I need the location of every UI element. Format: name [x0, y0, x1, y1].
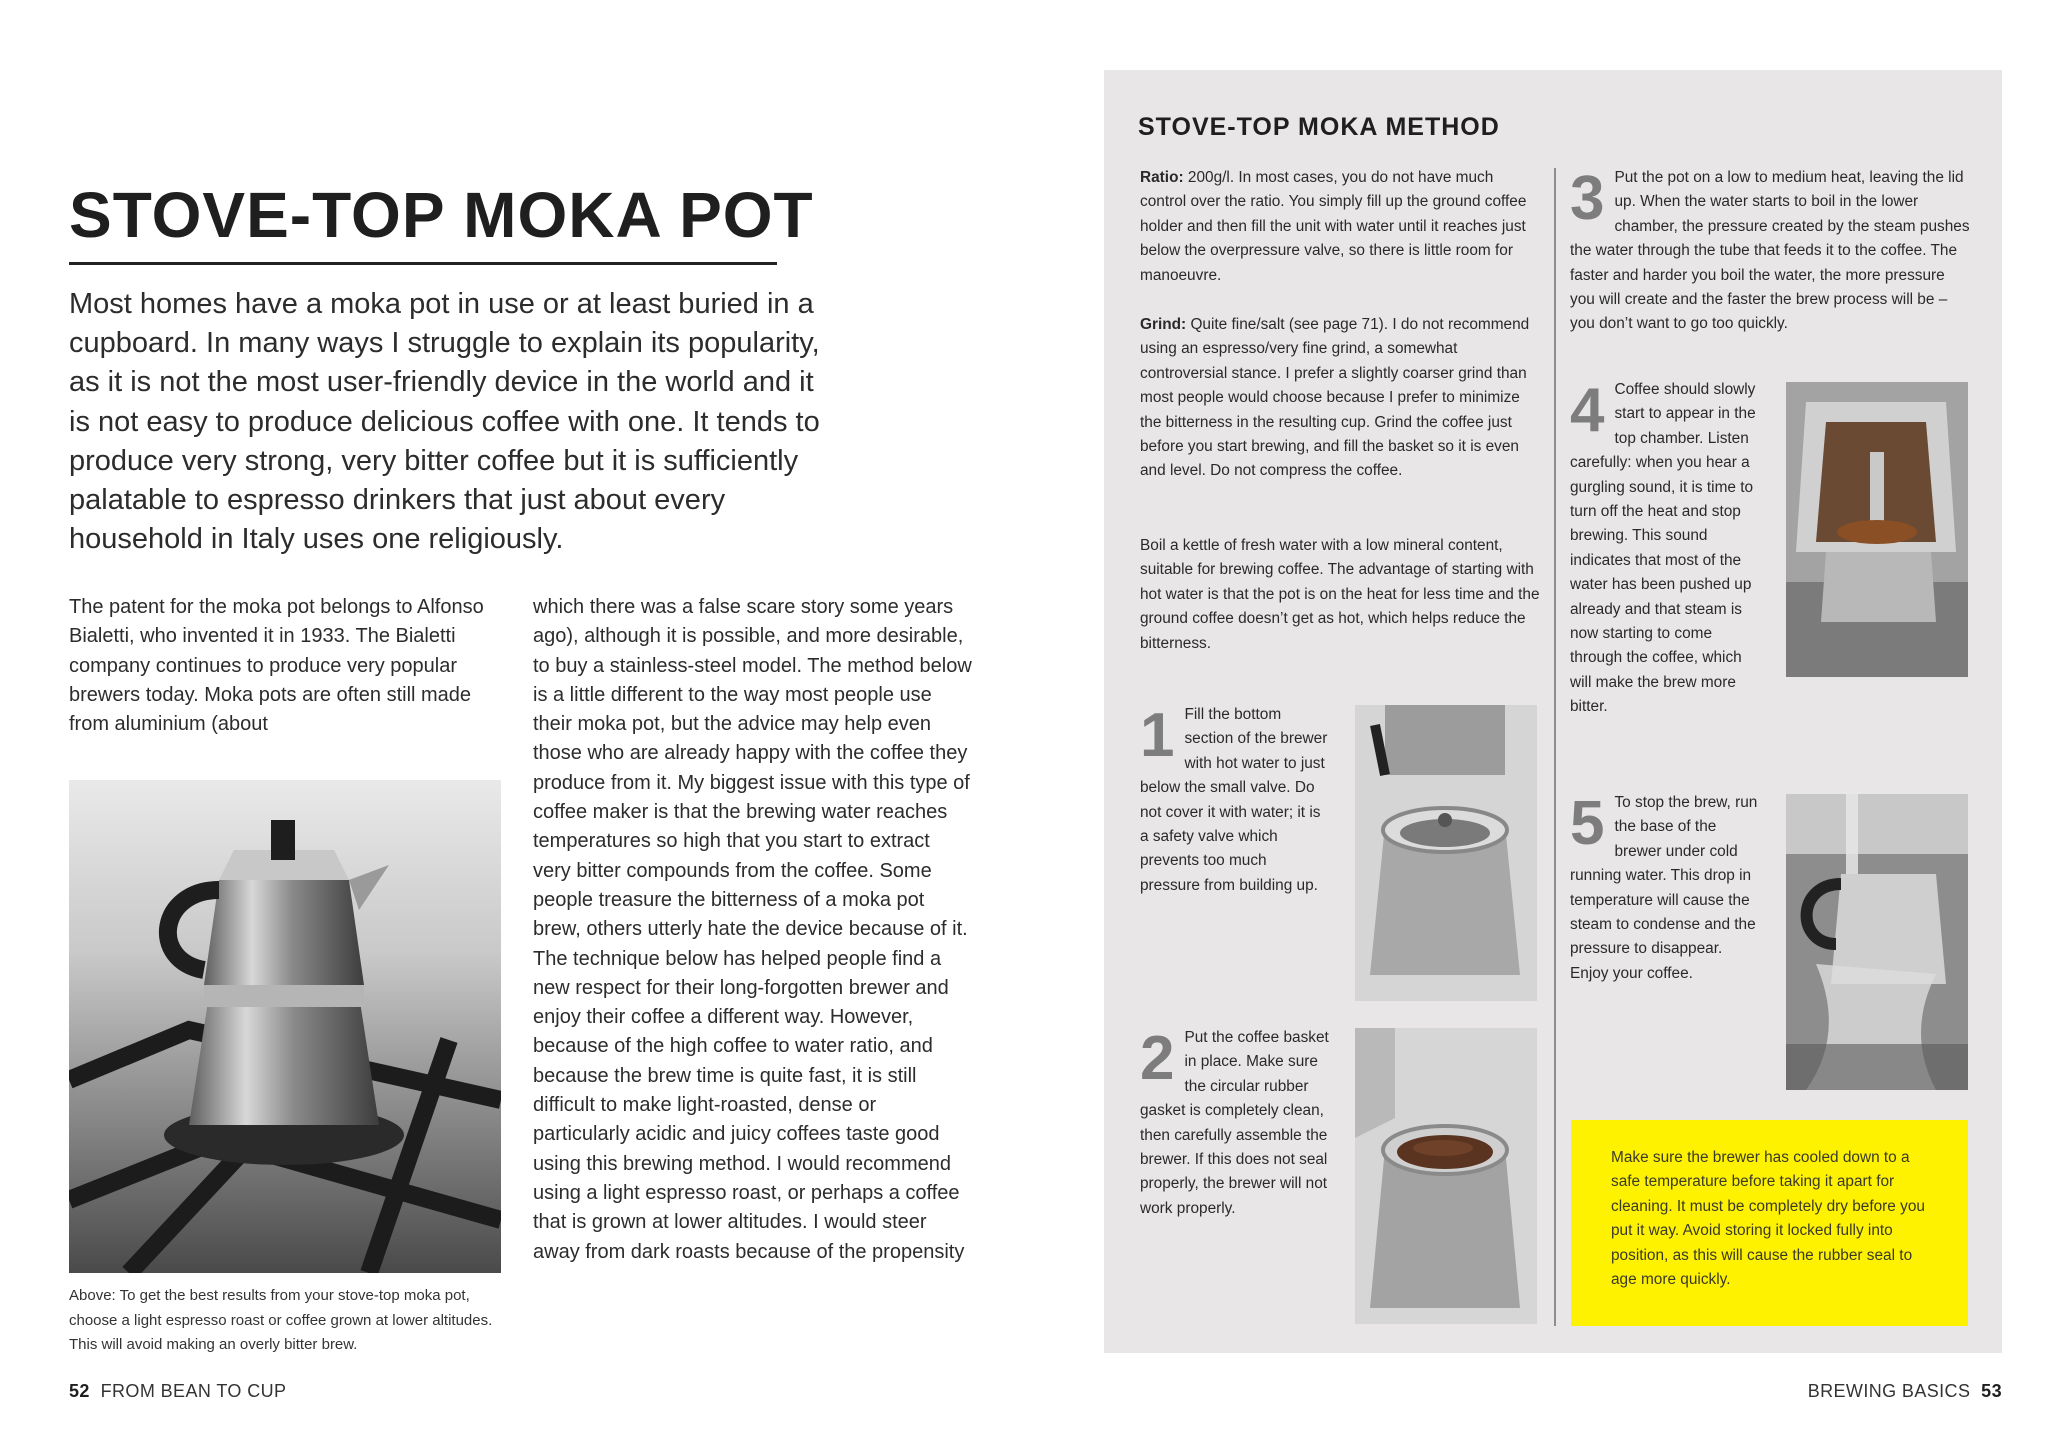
title-underline — [69, 262, 777, 265]
page-title: STOVE-TOP MOKA POT — [69, 179, 814, 251]
step-5-photo — [1786, 794, 1968, 1090]
footer-left — [69, 1381, 286, 1402]
step-number: 2 — [1140, 1024, 1175, 1093]
body-column-1: The patent for the moka pot belongs to Alfonso Bialetti, who invented it in 1933. The Bialetti company continues to produce very popular brewers today. Moka pots are often still made from aluminium (about — [69, 596, 484, 736]
step-number: 4 — [1570, 376, 1605, 445]
grind-paragraph — [1140, 313, 1540, 484]
step-text: To stop the brew, run the base of the brewer under cold running water. This drop in temperature will cause the steam to condense and the pressure to disappear. Enjoy your coffee. — [1570, 794, 1758, 982]
step-text: Put the coffee basket in place. Make sure the circular rubber gasket is completely clean, then carefully assemble the brewer. If this does not seal properly, the brewer will not work properly. — [1140, 1029, 1329, 1217]
step-text: Fill the bottom section of the brewer with hot water to just below the small valve. Do not cover it with water; it is a safety valve which prevents too much pressure from building up. — [1140, 706, 1328, 894]
step-3 — [1570, 166, 1970, 337]
footer-right — [1808, 1381, 2002, 1402]
grind-label: Grind: — [1140, 316, 1187, 333]
page-number: 52 — [69, 1381, 90, 1401]
photo-caption: Above: To get the best results from your stove-top moka pot, choose a light espresso roast or coffee grown at lower altitudes. This will avoid making an overly bitter brew. — [69, 1287, 493, 1353]
boil-paragraph: Boil a kettle of fresh water with a low mineral content, suitable for brewing coffee. The advantage of starting with hot water is that the pot is on the heat for less time and the ground coffee doesn’t get as hot, which helps reduce the bitterness. — [1140, 537, 1540, 652]
ratio-paragraph — [1140, 166, 1540, 288]
step-2 — [1140, 1026, 1330, 1221]
section-name: FROM BEAN TO CUP — [100, 1381, 287, 1401]
body-column-2: which there was a false scare story some years ago), although it is possible, and more desirable, to buy a stainless-steel model. The method below is a little different to the way most people use their moka pot, but the advice may help even those who are already happy with the coffee they produce from it. My biggest issue with this type of coffee maker is that the brewing water reaches temperatures so high that you start to extract very bitter compounds from the coffee. Some people treasure the bitterness of a moka pot brew, others utterly hate the device because of it. The technique below has helped people find a new respect for their long-forgotten brewer and enjoy their coffee a different way. However, because of the high coffee to water ratio, and because the brew time is quite fast, it is still difficult to make light-roasted, dense or particularly acidic and juicy coffees taste good using this brewing method. I would recommend using a light espresso roast, or perhaps a coffee that is grown at lower altitudes. I would steer away from dark roasts because of the propensity — [533, 596, 972, 1263]
ratio-label: Ratio: — [1140, 169, 1184, 186]
step-number: 1 — [1140, 701, 1175, 770]
column-divider — [1554, 168, 1556, 1326]
grind-text: Quite fine/salt (see page 71). I do not recommend using an espresso/very fine grind, a somewhat controversial stance. I prefer a slightly coarser grind than most people would choose because I prefer to minimize the bitterness in the resulting cup. Grind the coffee just before you start brewing, and fill the basket so it is even and level. Do not compress the coffee. — [1140, 316, 1530, 480]
section-name: BREWING BASICS — [1807, 1381, 1971, 1401]
step-1-photo — [1355, 705, 1537, 1001]
moka-pot-on-stove-photo — [69, 780, 501, 1273]
page-number: 53 — [1981, 1381, 2002, 1401]
step-text: Put the pot on a low to medium heat, leaving the lid up. When the water starts to boil in the lower chamber, the pressure created by the steam pushes the water through the tube that feeds it to the coffee. The faster and harder you boil the water, the more pressure you will create and the faster the brew process will be – you don’t want to go too quickly. — [1570, 169, 1970, 333]
step-text: Coffee should slowly start to appear in the top chamber. Listen carefully: when you hear a gurgling sound, it is time to turn off the heat and stop brewing. This sound indicates that most of the water has been pushed up already and that steam is now starting to come through the coffee, which will make the brew more bitter. — [1570, 381, 1756, 716]
method-title: STOVE-TOP MOKA METHOD — [1138, 113, 1500, 141]
ratio-text: 200g/l. In most cases, you do not have much control over the ratio. You simply fill up the ground coffee holder and then fill the unit with water until it reaches just below the overpressure valve, so there is little room for manoeuvre. — [1140, 169, 1527, 284]
warning-text: Make sure the brewer has cooled down to a safe temperature before taking it apart for cleaning. It must be completely dry before you put it way. Avoid storing it locked fully into position, as this will cause the rubber seal to age more quickly. — [1611, 1149, 1925, 1289]
step-4-photo — [1786, 382, 1968, 677]
step-number: 5 — [1570, 789, 1605, 858]
step-2-photo — [1355, 1028, 1537, 1324]
step-1 — [1140, 703, 1330, 898]
step-4 — [1570, 378, 1765, 720]
step-5 — [1570, 791, 1765, 986]
intro-paragraph: Most homes have a moka pot in use or at least buried in a cupboard. In many ways I struggle to explain its popularity, as it is not the most user-friendly device in the world and it is not easy to produce delicious coffee with one. It tends to produce very strong, very bitter coffee but it is sufficiently palatable to espresso drinkers that just about every household in Italy uses one religiously. — [69, 288, 820, 556]
step-number: 3 — [1570, 164, 1605, 233]
